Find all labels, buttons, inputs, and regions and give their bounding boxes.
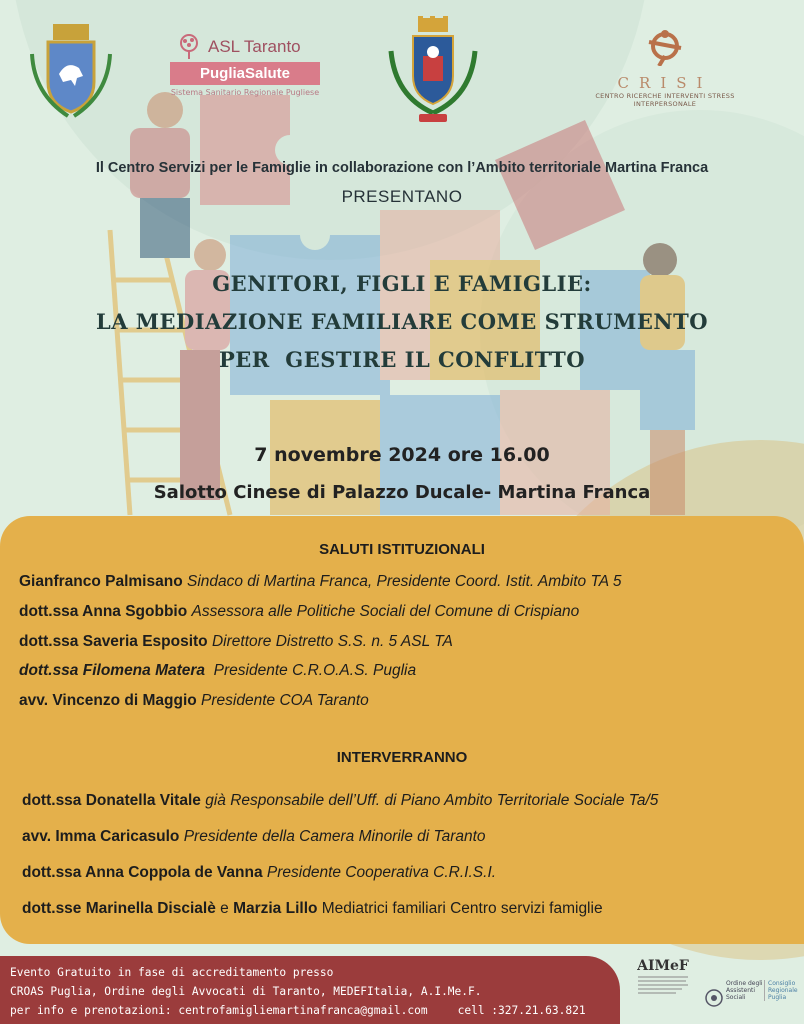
event-venue: Salotto Cinese di Palazzo Ducale- Martina Franca: [153, 482, 651, 503]
ordine-assistenti-logo: Ordine degli Assistenti Sociali: [726, 980, 763, 1001]
speaker-role: Presidente C.R.O.A.S. Puglia: [209, 662, 417, 679]
crisi-name: CRISI: [617, 74, 713, 92]
presentano-label: PRESENTANO: [341, 187, 463, 206]
saluti-item: [19, 573, 621, 591]
aimef-logo: [632, 958, 694, 997]
speaker-name: dott.ssa Saveria Esposito: [19, 633, 208, 650]
crisi-logo: [585, 26, 745, 108]
interverranno-item: [22, 792, 658, 810]
footer-contact: [10, 1001, 610, 1020]
interverranno-item: [22, 828, 486, 846]
title-line-1: GENITORI, FIGLI E FAMIGLIE:: [212, 271, 592, 296]
speaker-role: Sindaco di Martina Franca, Presidente Coord. Istit. Ambito TA 5: [186, 573, 622, 590]
martina-franca-coat-of-arms-logo: [26, 24, 116, 124]
speaker-name: dott.ssa Donatella Vitale: [22, 792, 201, 809]
speaker-role: Mediatrici familiari Centro servizi famiglie: [317, 900, 603, 917]
crisi-emblem-icon: [643, 26, 687, 66]
speaker-name: Gianfranco Palmisano: [19, 573, 183, 590]
asl-tagline: Sistema Sanitario Regionale Pugliese: [170, 88, 320, 97]
consiglio-regionale-logo: Consiglio Regionale Puglia: [764, 980, 804, 1001]
saluti-item: [19, 692, 369, 710]
puglia-salute-badge: PugliaSalute: [170, 62, 320, 85]
contact-email-link[interactable]: centrofamigliemartinafranca@gmail.com: [178, 1004, 428, 1017]
interverranno-heading: INTERVERRANNO: [336, 749, 468, 766]
speaker-role: Presidente Cooperativa C.R.I.S.I.: [266, 864, 497, 881]
speaker-role: Assessora alle Politiche Sociali del Comune di Crispiano: [191, 603, 580, 620]
tree-icon: [176, 34, 202, 60]
saluti-heading: SALUTI ISTITUZIONALI: [319, 541, 485, 558]
title-line-2: LA MEDIAZIONE FAMILIARE COME STRUMENTO: [95, 309, 709, 334]
speaker-role: Presidente COA Taranto: [201, 692, 369, 709]
interverranno-item: [22, 864, 496, 882]
contact-label: per info e prenotazioni:: [10, 1004, 179, 1017]
event-title: [0, 265, 804, 379]
title-line-3: PER GESTIRE IL CONFLITTO: [218, 347, 586, 372]
contact-phone: cell :327.21.63.821: [457, 1004, 586, 1017]
speaker-role: già Responsabile dell’Uff. di Piano Ambito Territoriale Sociale Ta/5: [205, 792, 659, 809]
crisi-subtitle: CENTRO RICERCHE INTERVENTI STRESS INTERPERSONALE: [595, 92, 735, 108]
saluti-item: [19, 633, 453, 651]
crispiano-coat-of-arms-logo: [383, 16, 483, 126]
aimef-fine-print: [632, 974, 694, 997]
speaker-name: avv. Vincenzo di Maggio: [19, 692, 197, 709]
aimef-name: AIMeF: [637, 958, 689, 974]
speaker-name: dott.ssa Filomena Matera: [19, 662, 206, 679]
event-date: 7 novembre 2024 ore 16.00: [254, 444, 550, 466]
footer-banner: [0, 956, 620, 1024]
speaker-name: dott.ssa Anna Coppola de Vanna: [22, 864, 263, 881]
speaker-name: dott.sse Marinella Discialè: [22, 900, 216, 917]
footer-line-1: Evento Gratuito in fase di accreditamento presso: [10, 966, 334, 979]
speaker-role: Direttore Distretto S.S. n. 5 ASL TA: [211, 633, 453, 650]
interverranno-item: [22, 900, 603, 918]
saluti-item: [19, 603, 579, 621]
conjunction: e: [215, 900, 234, 917]
aimef-fine-print-lines: [636, 974, 690, 996]
speaker-name: Marzia Lillo: [233, 900, 318, 917]
asl-name: ASL Taranto: [208, 37, 301, 56]
speaker-role: Presidente della Camera Minorile di Taranto: [183, 828, 486, 845]
intro-text: Il Centro Servizi per le Famiglie in collaborazione con l’Ambito territoriale Martina Franca: [95, 160, 709, 176]
ordine-emblem-icon: [704, 988, 724, 1008]
speaker-name: avv. Imma Caricasulo: [22, 828, 180, 845]
footer-line-2: CROAS Puglia, Ordine degli Avvocati di Taranto, MEDEFItalia, A.I.Me.F.: [10, 985, 482, 998]
asl-taranto-logo: [170, 34, 320, 97]
sponsor-logos: [628, 958, 804, 1024]
saluti-item: [19, 662, 416, 680]
speaker-name: dott.ssa Anna Sgobbio: [19, 603, 188, 620]
